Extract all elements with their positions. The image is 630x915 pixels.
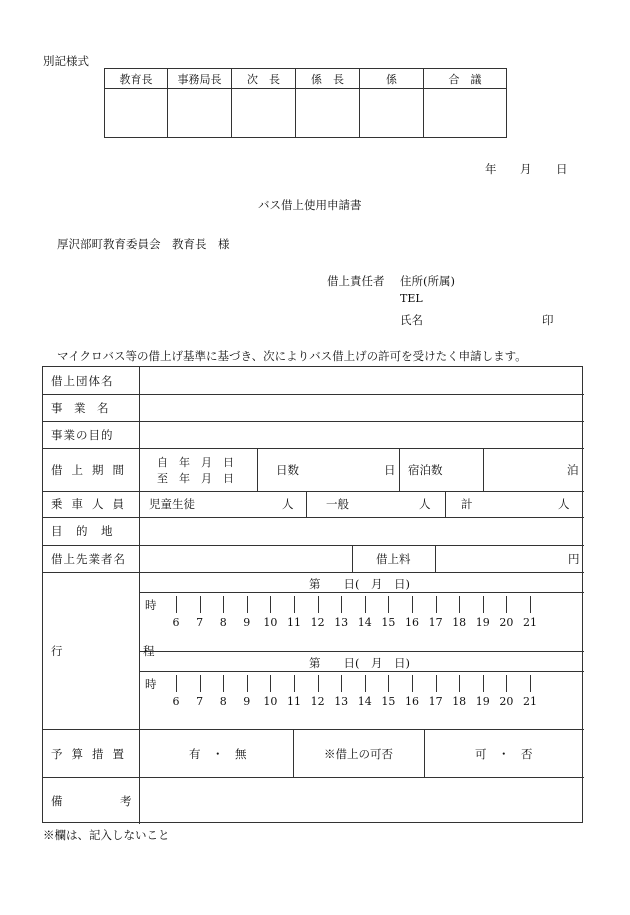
- fee-unit: 円: [568, 552, 580, 566]
- hour-number: 11: [287, 695, 301, 708]
- hour-number: 13: [334, 695, 349, 708]
- hour-tick: [294, 675, 295, 692]
- addressee: 厚沢部町教育委員会 教育長 様: [57, 237, 230, 251]
- approval-header: 合 議: [424, 69, 507, 89]
- hour-number: 17: [428, 695, 443, 708]
- hour-tick: [341, 675, 342, 692]
- approval-seal-box[interactable]: [105, 89, 168, 138]
- hour-tick: [459, 675, 460, 692]
- approval-header: 次 長: [232, 69, 296, 89]
- hour-tick: [341, 596, 342, 613]
- hour-tick: [318, 675, 319, 692]
- hour-number: 11: [287, 616, 301, 629]
- group-name-field[interactable]: [140, 368, 583, 393]
- form-label: 別記様式: [43, 54, 89, 68]
- applicant-role: 借上責任者: [327, 274, 385, 288]
- hour-number: 14: [357, 616, 372, 629]
- hour-number: 18: [452, 616, 467, 629]
- hour-tick: [294, 596, 295, 613]
- approval-seal-box[interactable]: [232, 89, 296, 138]
- hour-number: 8: [219, 695, 227, 708]
- hour-number: 14: [357, 695, 372, 708]
- hour-number: 9: [243, 616, 251, 629]
- fee-label: 借上料: [376, 552, 411, 566]
- hour-number: 15: [381, 695, 396, 708]
- hour-number: 9: [243, 695, 251, 708]
- hour-tick: [506, 596, 507, 613]
- approval-seal-box[interactable]: [168, 89, 232, 138]
- hour-number: 17: [428, 616, 443, 629]
- remarks-field[interactable]: [140, 778, 583, 822]
- general-label: 一般: [326, 497, 349, 511]
- label-passengers: 乗車人員: [51, 497, 133, 511]
- label-remarks: 備 考: [51, 794, 132, 808]
- hour-tick: [436, 675, 437, 692]
- hour-number: 21: [523, 616, 537, 629]
- hour-number: 6: [172, 695, 180, 708]
- hour-tick: [176, 596, 177, 613]
- hour-number: 19: [475, 616, 490, 629]
- hour-number: 7: [196, 695, 204, 708]
- general-unit: 人: [419, 497, 431, 511]
- hour-number: 21: [523, 695, 537, 708]
- hour-tick: [412, 596, 413, 613]
- hour-number: 7: [196, 616, 204, 629]
- hour-tick: [247, 596, 248, 613]
- approval-header: 教育長: [105, 69, 168, 89]
- label-project-name: 事 業 名: [51, 401, 109, 415]
- date-month: 月: [520, 162, 532, 176]
- applicant-tel-label: TEL: [400, 292, 423, 305]
- label-vendor: 借上先業者名: [51, 552, 126, 566]
- application-form: [42, 366, 583, 823]
- hour-label-1: 時: [145, 598, 157, 612]
- hour-tick: [459, 596, 460, 613]
- approval-seal-box[interactable]: [360, 89, 424, 138]
- seal-mark: 印: [542, 313, 554, 327]
- hour-number: 12: [310, 695, 325, 708]
- approval-seal-box[interactable]: [424, 89, 507, 138]
- nights-unit: 泊: [567, 463, 579, 477]
- hour-tick: [200, 596, 201, 613]
- applicant-name-label: 氏名: [400, 313, 423, 327]
- hour-number: 15: [381, 616, 396, 629]
- hour-number: 6: [172, 616, 180, 629]
- days-label: 日数: [276, 463, 299, 477]
- hour-tick: [483, 675, 484, 692]
- hour-number: 19: [475, 695, 490, 708]
- approval-header: 事務局長: [168, 69, 232, 89]
- approval-label: ※借上の可否: [324, 747, 393, 761]
- hour-tick: [223, 596, 224, 613]
- hour-tick: [247, 675, 248, 692]
- budget-value[interactable]: 有 ・ 無: [189, 747, 247, 761]
- purpose-field[interactable]: [140, 422, 583, 447]
- hour-number: 16: [405, 695, 419, 708]
- date-day: 日: [556, 162, 568, 176]
- label-period: 借上期間: [51, 463, 133, 477]
- period-to[interactable]: 至 年 月 日: [157, 472, 234, 485]
- hour-number: 8: [219, 616, 227, 629]
- period-from[interactable]: 自 年 月 日: [157, 456, 234, 469]
- hour-number: 20: [499, 616, 514, 629]
- day-header-1: 第 日( 月 日): [309, 577, 410, 591]
- days-unit: 日: [384, 463, 396, 477]
- hour-tick: [270, 596, 271, 613]
- nights-label: 宿泊数: [408, 463, 443, 477]
- hour-tick: [436, 596, 437, 613]
- hour-number: 18: [452, 695, 467, 708]
- hour-label-2: 時: [145, 677, 157, 691]
- hour-tick: [365, 675, 366, 692]
- applicant-address-label: 住所(所属): [400, 274, 455, 288]
- day-header-2: 第 日( 月 日): [309, 656, 410, 670]
- approval-header: 係: [360, 69, 424, 89]
- label-destination: 目 的 地: [51, 524, 114, 538]
- students-unit: 人: [282, 497, 294, 511]
- project-name-field[interactable]: [140, 395, 583, 420]
- hour-tick: [530, 675, 531, 692]
- label-purpose: 事業の目的: [51, 428, 114, 442]
- destination-field[interactable]: [140, 518, 583, 544]
- hour-tick: [506, 675, 507, 692]
- approval-header: 係 長: [296, 69, 360, 89]
- approval-stamp-table: [104, 68, 507, 138]
- hour-tick: [530, 596, 531, 613]
- hour-tick: [365, 596, 366, 613]
- footnote: ※欄は、記入しないこと: [43, 828, 170, 842]
- hour-number: 20: [499, 695, 514, 708]
- label-itinerary: 行 程: [51, 644, 155, 658]
- hour-number: 16: [405, 616, 419, 629]
- hour-tick: [270, 675, 271, 692]
- hour-tick: [412, 675, 413, 692]
- hour-tick: [483, 596, 484, 613]
- hour-tick: [223, 675, 224, 692]
- document-title: バス借上使用申請書: [258, 198, 362, 212]
- label-budget: 予算措置: [51, 747, 133, 761]
- approval-seal-box[interactable]: [296, 89, 360, 138]
- total-label: 計: [461, 497, 473, 511]
- hour-tick: [176, 675, 177, 692]
- approval-value[interactable]: 可 ・ 否: [475, 747, 533, 761]
- hour-number: 13: [334, 616, 349, 629]
- hour-number: 10: [263, 616, 278, 629]
- hour-tick: [388, 596, 389, 613]
- date-year: 年: [485, 162, 497, 176]
- hour-tick: [200, 675, 201, 692]
- label-group-name: 借上団体名: [51, 374, 114, 388]
- hour-number: 12: [310, 616, 325, 629]
- hour-number: 10: [263, 695, 278, 708]
- hour-tick: [318, 596, 319, 613]
- intro-text: マイクロバス等の借上げ基準に基づき、次によりバス借上げの許可を受けたく申請します。: [57, 349, 527, 363]
- total-unit: 人: [558, 497, 570, 511]
- students-label: 児童生徒: [149, 497, 195, 511]
- hour-tick: [388, 675, 389, 692]
